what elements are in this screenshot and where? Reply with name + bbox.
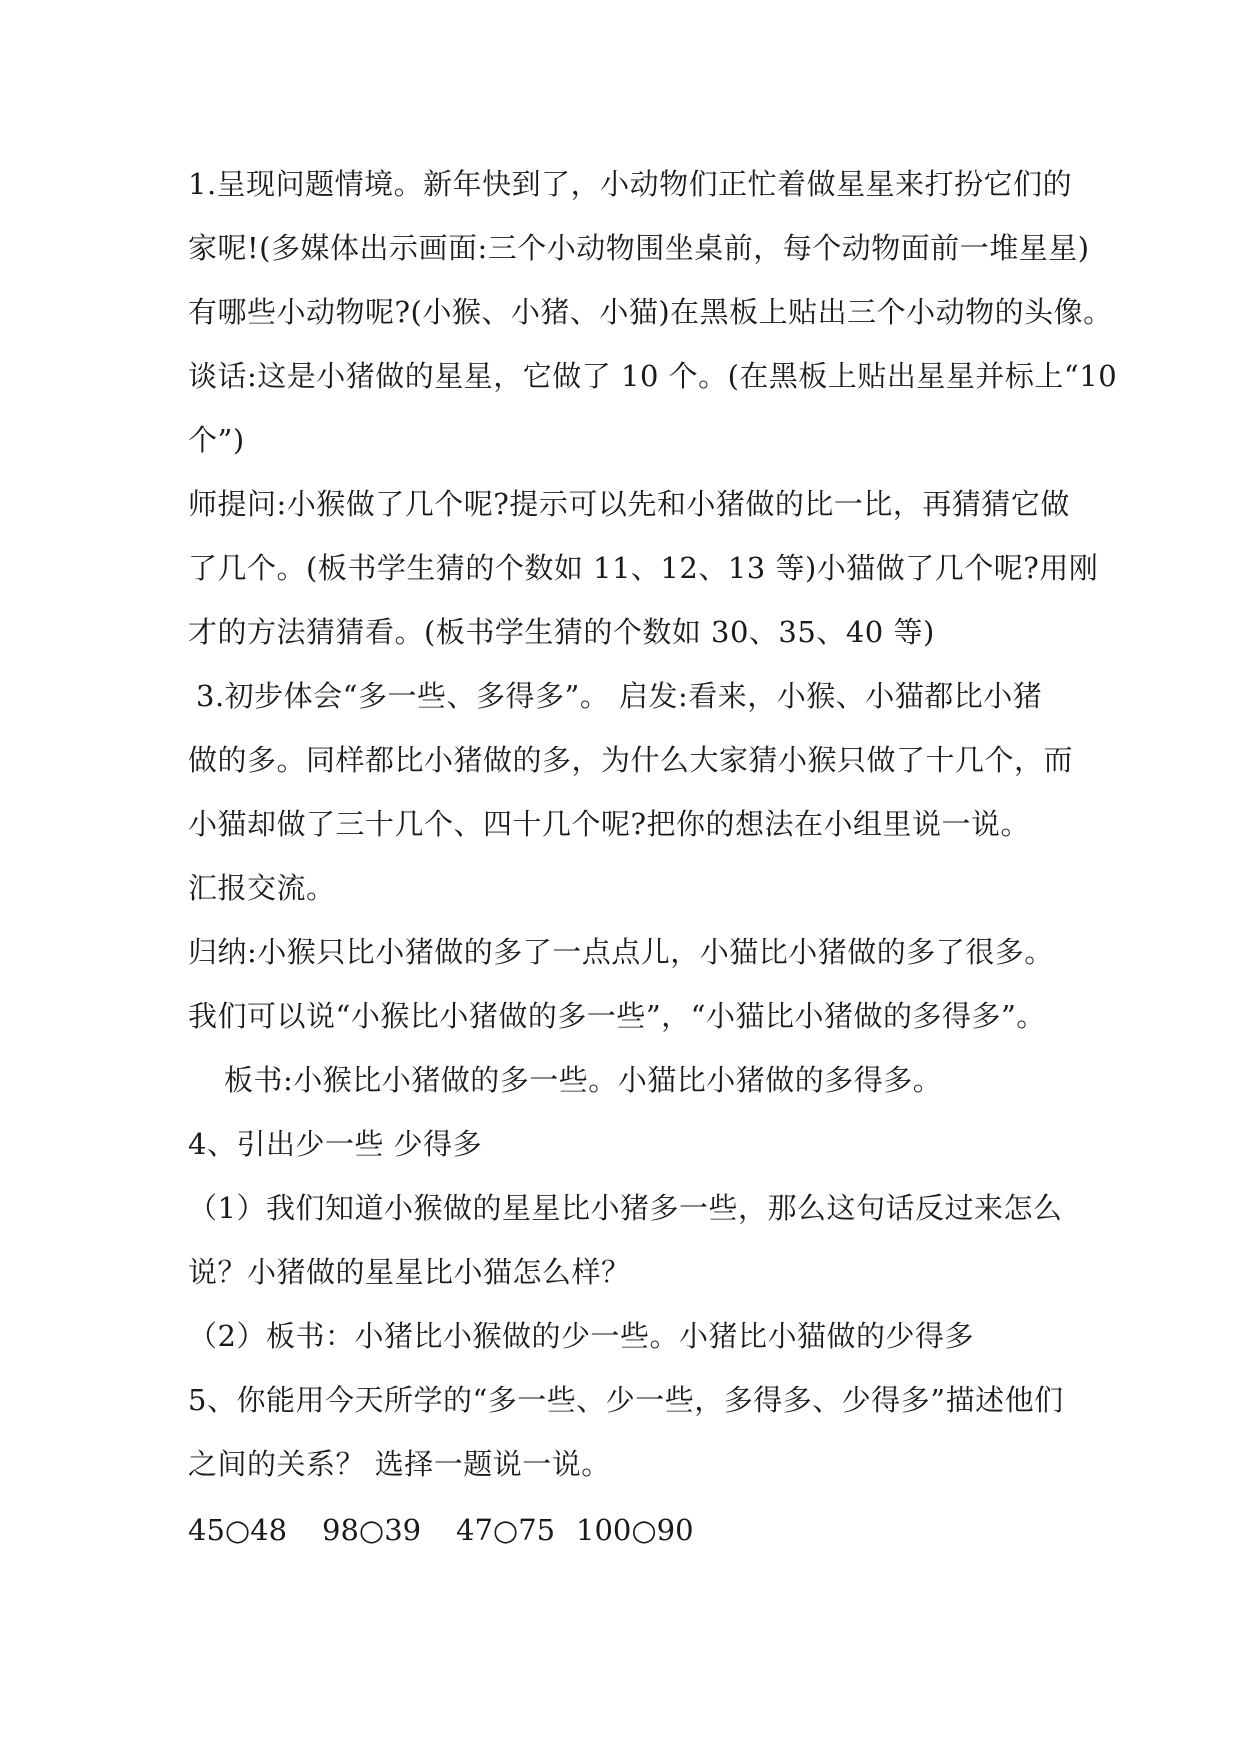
paragraph-line-6: 师提问:小猴做了几个呢?提示可以先和小猪做的比一比，再猜猜它做 [188, 487, 1070, 521]
comparison-item: 100○90 [576, 1513, 694, 1547]
paragraph-line-20: 5、你能用今天所学的“多一些、少一些，多得多、少得多”描述他们 [188, 1383, 1064, 1417]
comparison-item: 45○48 [188, 1513, 288, 1547]
paragraph-line-14: 我们可以说“小猴比小猪做的多一些”，“小猫比小猪做的多得多”。 [188, 999, 1046, 1033]
paragraph-line-8: 才的方法猜猜看。(板书学生猜的个数如 30、35、40 等) [188, 615, 935, 649]
paragraph-line-5: 个”) [188, 423, 245, 457]
paragraph-line-3: 有哪些小动物呢?(小猴、小猪、小猫)在黑板上贴出三个小动物的头像。 [188, 295, 1113, 329]
paragraph-line-21: 之间的关系？ 选择一题说一说。 [188, 1447, 611, 1481]
comparison-item: 47○75 [456, 1513, 556, 1547]
paragraph-line-18: 说？小猪做的星星比小猫怎么样？ [188, 1255, 631, 1289]
paragraph-line-9: 3.初步体会“多一些、多得多”。 启发:看来，小猴、小猫都比小猪 [196, 679, 1043, 713]
paragraph-line-10: 做的多。同样都比小猪做的多，为什么大家猜小猴只做了十几个，而 [188, 743, 1074, 777]
paragraph-line-19: （2）板书：小猪比小猴做的少一些。小猪比小猫做的少得多 [188, 1319, 974, 1353]
paragraph-line-4: 谈话:这是小猪做的星星，它做了 10 个。(在黑板上贴出星星并标上“10 [188, 359, 1118, 393]
paragraph-line-15: 板书:小猴比小猪做的多一些。小猫比小猪做的多得多。 [224, 1063, 943, 1097]
paragraph-line-16: 4、引出少一些 少得多 [188, 1127, 483, 1161]
paragraph-line-17: （1）我们知道小猴做的星星比小猪多一些，那么这句话反过来怎么 [188, 1191, 1063, 1225]
paragraph-line-11: 小猫却做了三十几个、四十几个呢?把你的想法在小组里说一说。 [188, 807, 1031, 841]
paragraph-line-1: 1.呈现问题情境。新年快到了，小动物们正忙着做星星来打扮它们的 [188, 167, 1073, 201]
paragraph-line-12: 汇报交流。 [188, 871, 336, 905]
paragraph-line-2: 家呢!(多媒体出示画面:三个小动物围坐桌前，每个动物面前一堆星星) [188, 231, 1090, 265]
paragraph-line-7: 了几个。(板书学生猜的个数如 11、12、13 等)小猫做了几个呢?用刚 [188, 551, 1099, 585]
paragraph-line-13: 归纳:小猴只比小猪做的多了一点点儿，小猫比小猪做的多了很多。 [188, 935, 1054, 969]
comparison-item: 98○39 [322, 1513, 422, 1547]
